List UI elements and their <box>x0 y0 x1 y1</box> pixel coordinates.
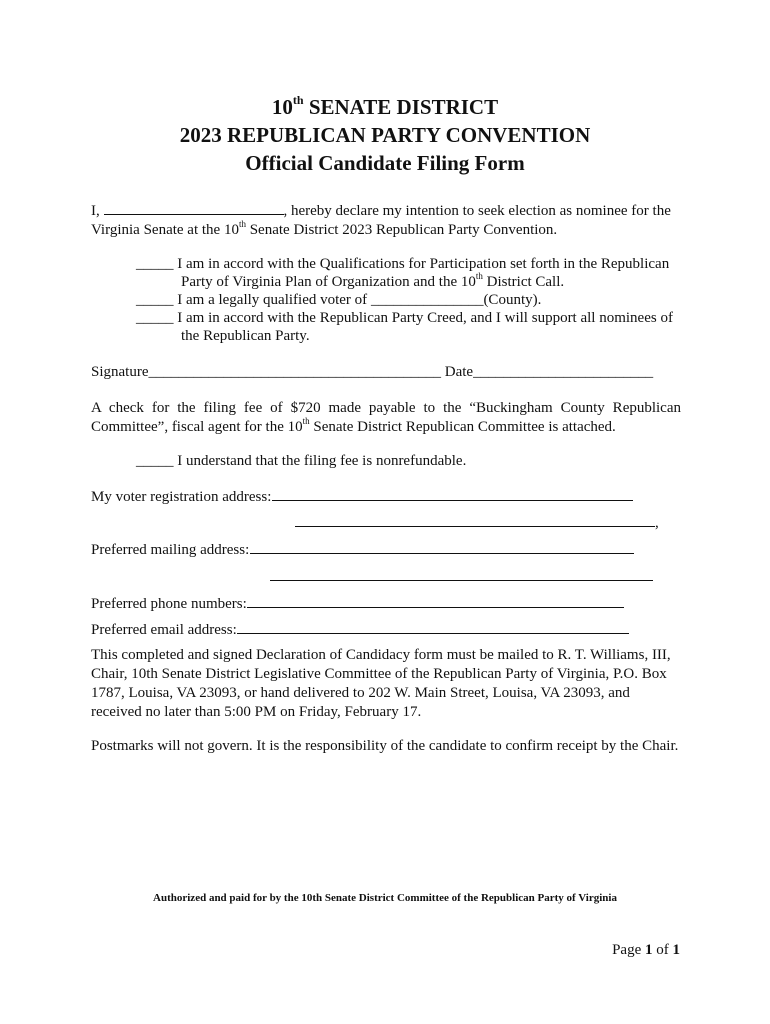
declaration-text-2: Senate District 2023 Republican Party Convention. <box>245 222 558 238</box>
title-line-1 <box>0 94 770 120</box>
qualification-2-text-a: I am a legally qualified voter of <box>173 292 371 308</box>
qualification-1-superscript: th <box>475 271 483 281</box>
qualification-2-blank[interactable]: _____ <box>136 292 174 308</box>
fee-text-2: Senate District Republican Committee is attached. <box>309 419 616 435</box>
nonrefundable-item <box>136 452 684 470</box>
mailing-address-label: Preferred mailing address: <box>91 542 250 558</box>
qualification-item-2 <box>136 291 684 309</box>
declaration-superscript: th <box>238 219 246 229</box>
qualification-1-text-a: I am in accord with the Qualifications for Participation set forth in the Republican <box>173 256 670 272</box>
mailing-address-line-1[interactable] <box>250 553 634 554</box>
page-prefix: Page <box>612 942 645 958</box>
email-label: Preferred email address: <box>91 622 237 638</box>
postmarks-paragraph: Postmarks will not govern. It is the responsibility of the candidate to confirm receipt by the Chair. <box>91 738 679 754</box>
qualification-2-text-b: (County). <box>483 292 542 308</box>
qualification-1-text-c: District Call. <box>482 274 565 290</box>
qualification-3-text-a: I am in accord with the Republican Party Creed, and I will support all nominees of <box>173 310 673 326</box>
county-field[interactable]: _______________ <box>370 292 484 308</box>
page-total: 1 <box>672 942 680 958</box>
title-line-2: 2023 REPUBLICAN PARTY CONVENTION <box>179 123 591 147</box>
voter-address-label: My voter registration address: <box>91 489 272 505</box>
qualification-1-text-b: Party of Virginia Plan of Organization and the 10 <box>181 274 476 290</box>
qualification-item-3 <box>136 309 684 345</box>
page-current: 1 <box>645 942 653 958</box>
declaration-prefix: I, <box>91 203 104 219</box>
voter-address-line-1[interactable] <box>272 500 633 501</box>
voter-address-comma: , <box>655 515 659 531</box>
signature-label: Signature <box>91 364 149 380</box>
page-number <box>612 942 680 959</box>
qualification-1-continuation <box>136 273 684 291</box>
phone-field[interactable] <box>247 607 624 608</box>
signature-field[interactable]: _______________________________________ <box>148 364 441 380</box>
signature-row <box>91 363 681 382</box>
qualification-3-blank[interactable]: _____ <box>136 310 174 326</box>
title-superscript: th <box>292 93 304 107</box>
email-field[interactable] <box>237 633 629 634</box>
qualification-1-blank[interactable]: _____ <box>136 256 174 272</box>
date-label: Date <box>444 364 474 380</box>
authorization-footer: Authorized and paid for by the 10th Senate District Committee of the Republican Party of Virginia <box>153 892 617 904</box>
mailing-address-line-2[interactable] <box>270 580 653 581</box>
qualification-3-text-b: the Republican Party. <box>181 328 310 344</box>
declaration-text-1: , hereby declare my intention to seek election as nominee for the Virginia Senate at the 10 <box>91 203 671 238</box>
title-district: SENATE DISTRICT <box>303 95 499 119</box>
phone-label: Preferred phone numbers: <box>91 596 247 612</box>
title-number: 10 <box>271 95 293 119</box>
instructions-paragraph: This completed and signed Declaration of Candidacy form must be mailed to R. T. Williams, III, Chair, 10th Senate District Legislative Committee of the Republican Party of Virginia, P.O. Box 1787, Louisa, VA 23093, or hand delivered to 202 W. Main Street, Louisa, VA 23093, and received no later than 5:00 PM on Friday, February 17. <box>91 647 671 720</box>
fee-text-1: A check for the filing fee of $720 made payable to the “Buckingham County Republican Committee”, fiscal agent for the 10 <box>91 400 681 435</box>
date-field[interactable]: ________________________ <box>473 364 654 380</box>
nonrefundable-blank[interactable]: _____ <box>136 453 174 469</box>
qualification-item-1 <box>136 255 684 291</box>
fee-superscript: th <box>302 416 310 426</box>
candidate-name-field[interactable] <box>104 201 284 215</box>
page-of: of <box>652 942 673 958</box>
voter-address-line-2[interactable] <box>295 526 655 527</box>
title-line-3: Official Candidate Filing Form <box>245 151 525 175</box>
fee-paragraph <box>91 399 681 437</box>
nonrefundable-text: I understand that the filing fee is nonrefundable. <box>173 453 467 469</box>
declaration-paragraph <box>91 201 681 240</box>
